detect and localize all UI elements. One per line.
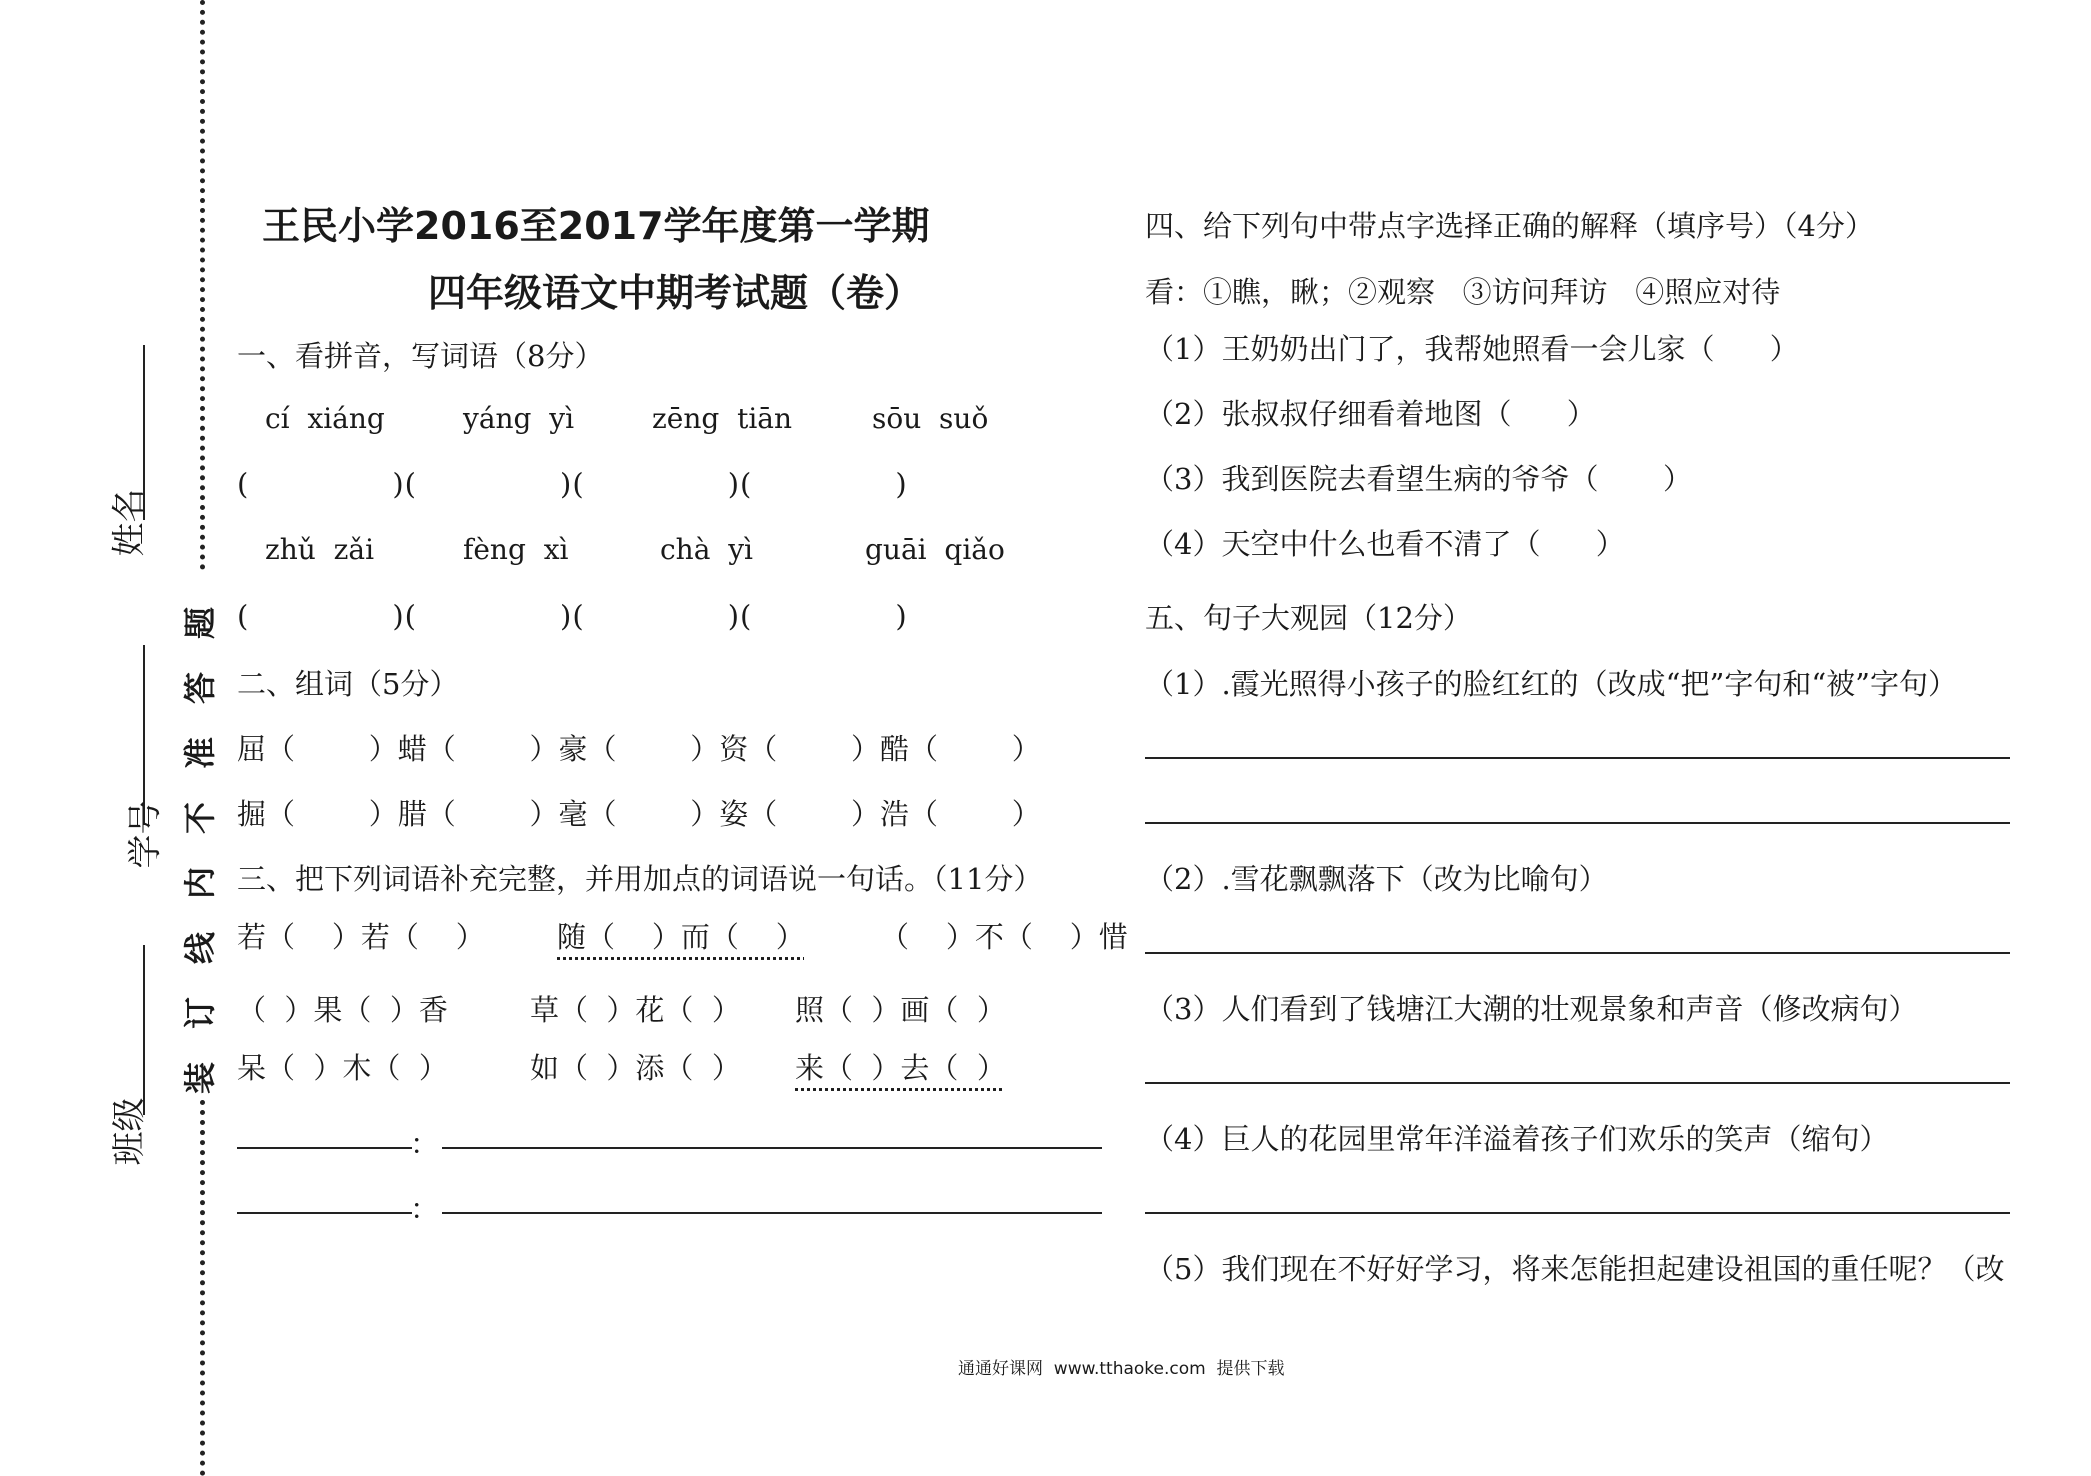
- exam-title-line2: 四年级语文中期考试题（卷）: [428, 271, 923, 315]
- idiom[interactable]: （ ）果（ ）香: [237, 993, 448, 1027]
- idiom[interactable]: 草（ ）花（ ）: [530, 993, 741, 1027]
- section4-question[interactable]: （2）张叔叔仔细看着地图（ ）: [1145, 397, 1596, 431]
- answer-line[interactable]: [1145, 952, 2010, 954]
- seal-char: 答: [181, 672, 219, 705]
- pinyin: sōu suǒ: [872, 402, 989, 435]
- pinyin: guāi qiǎo: [865, 533, 1005, 566]
- section3-heading: 三、把下列词语补充完整，并用加点的词语说一句话。（11分）: [237, 862, 1043, 896]
- idiom-dotted[interactable]: 来（ ）去（ ）: [795, 1051, 1006, 1085]
- answer-blanks[interactable]: ( )( )( )( ): [237, 599, 908, 633]
- answer-line-long[interactable]: [442, 1147, 1102, 1149]
- idiom[interactable]: 呆（ ）木（ ）: [237, 1051, 448, 1085]
- pinyin: zhǔ zǎi: [265, 533, 375, 566]
- colon: ：: [410, 1127, 440, 1161]
- class-label: 班级: [109, 1097, 150, 1166]
- seal-char: 装: [181, 1062, 219, 1095]
- colon: ：: [410, 1192, 440, 1226]
- seal-char: 准: [181, 737, 219, 770]
- idiom[interactable]: （ ）不（ ）惜: [880, 920, 1128, 954]
- answer-line-long[interactable]: [442, 1212, 1102, 1214]
- section4-question[interactable]: （3）我到医院去看望生病的爷爷（ ）: [1145, 462, 1692, 496]
- section4-question[interactable]: （4）天空中什么也看不清了（ ）: [1145, 527, 1625, 561]
- seal-char: 线: [181, 932, 219, 965]
- idiom[interactable]: 如（ ）添（ ）: [530, 1051, 741, 1085]
- section5-question: （4）巨人的花园里常年洋溢着孩子们欢乐的笑声（缩句）: [1145, 1122, 1889, 1156]
- word-group-row[interactable]: 掘（ ）腊（ ）毫（ ）姿（ ）浩（ ）: [237, 797, 1041, 831]
- pinyin: zēng tiān: [652, 402, 793, 435]
- id-blank-line: [143, 645, 145, 825]
- section5-question: （5）我们现在不好好学习，将来怎能担起建设祖国的重任呢？（改: [1145, 1252, 2005, 1286]
- id-label: 学号: [125, 800, 166, 869]
- pinyin: chà yì: [660, 533, 753, 566]
- answer-line-short[interactable]: [237, 1147, 412, 1149]
- idiom[interactable]: 若（ ）若（ ）: [237, 920, 485, 954]
- section2-heading: 二、组词（5分）: [237, 667, 459, 701]
- seal-char: 不: [181, 802, 219, 835]
- binding-dotted-line-bottom: [200, 1100, 205, 1476]
- section5-question: （1）.霞光照得小孩子的脸红红的（改成“把”字句和“被”字句）: [1145, 667, 1957, 701]
- section5-question: （3）人们看到了钱塘江大潮的壮观景象和声音（修改病句）: [1145, 992, 1918, 1026]
- section4-question[interactable]: （1）王奶奶出门了，我帮她照看一会儿家（ ）: [1145, 332, 1799, 366]
- answer-line[interactable]: [1145, 1212, 2010, 1214]
- page-footer: 通通好课网 www.tthaoke.com 提供下载: [958, 1359, 1285, 1379]
- word-group-row[interactable]: 屈（ ）蜡（ ）豪（ ）资（ ）酷（ ）: [237, 732, 1041, 766]
- answer-line[interactable]: [1145, 757, 2010, 759]
- seal-char: 订: [181, 997, 219, 1030]
- answer-line[interactable]: [1145, 1082, 2010, 1084]
- answer-line-short[interactable]: [237, 1212, 412, 1214]
- exam-title-line1: 王民小学2016至2017学年度第一学期: [262, 204, 930, 248]
- idiom[interactable]: 照（ ）画（ ）: [795, 993, 1006, 1027]
- section4-heading: 四、给下列句中带点字选择正确的解释（填序号）（4分）: [1145, 209, 1874, 243]
- pinyin: fèng xì: [463, 533, 569, 566]
- answer-line[interactable]: [1145, 822, 2010, 824]
- idiom-dotted[interactable]: 随（ ）而（ ）: [557, 920, 805, 954]
- pinyin: cí xiáng: [265, 402, 385, 435]
- section5-heading: 五、句子大观园（12分）: [1145, 601, 1472, 635]
- seal-char: 题: [181, 607, 219, 640]
- section4-options: 看：①瞧，瞅；②观察 ③访问拜访 ④照应对待: [1145, 275, 1781, 309]
- seal-char: 内: [181, 867, 219, 900]
- pinyin: yáng yì: [463, 402, 575, 435]
- name-label: 姓名: [109, 488, 150, 557]
- binding-dotted-line-top: [200, 0, 205, 570]
- section1-heading: 一、看拼音，写词语（8分）: [237, 339, 604, 373]
- section5-question: （2）.雪花飘飘落下（改为比喻句）: [1145, 862, 1608, 896]
- class-blank-line: [143, 945, 145, 1115]
- answer-blanks[interactable]: ( )( )( )( ): [237, 467, 908, 501]
